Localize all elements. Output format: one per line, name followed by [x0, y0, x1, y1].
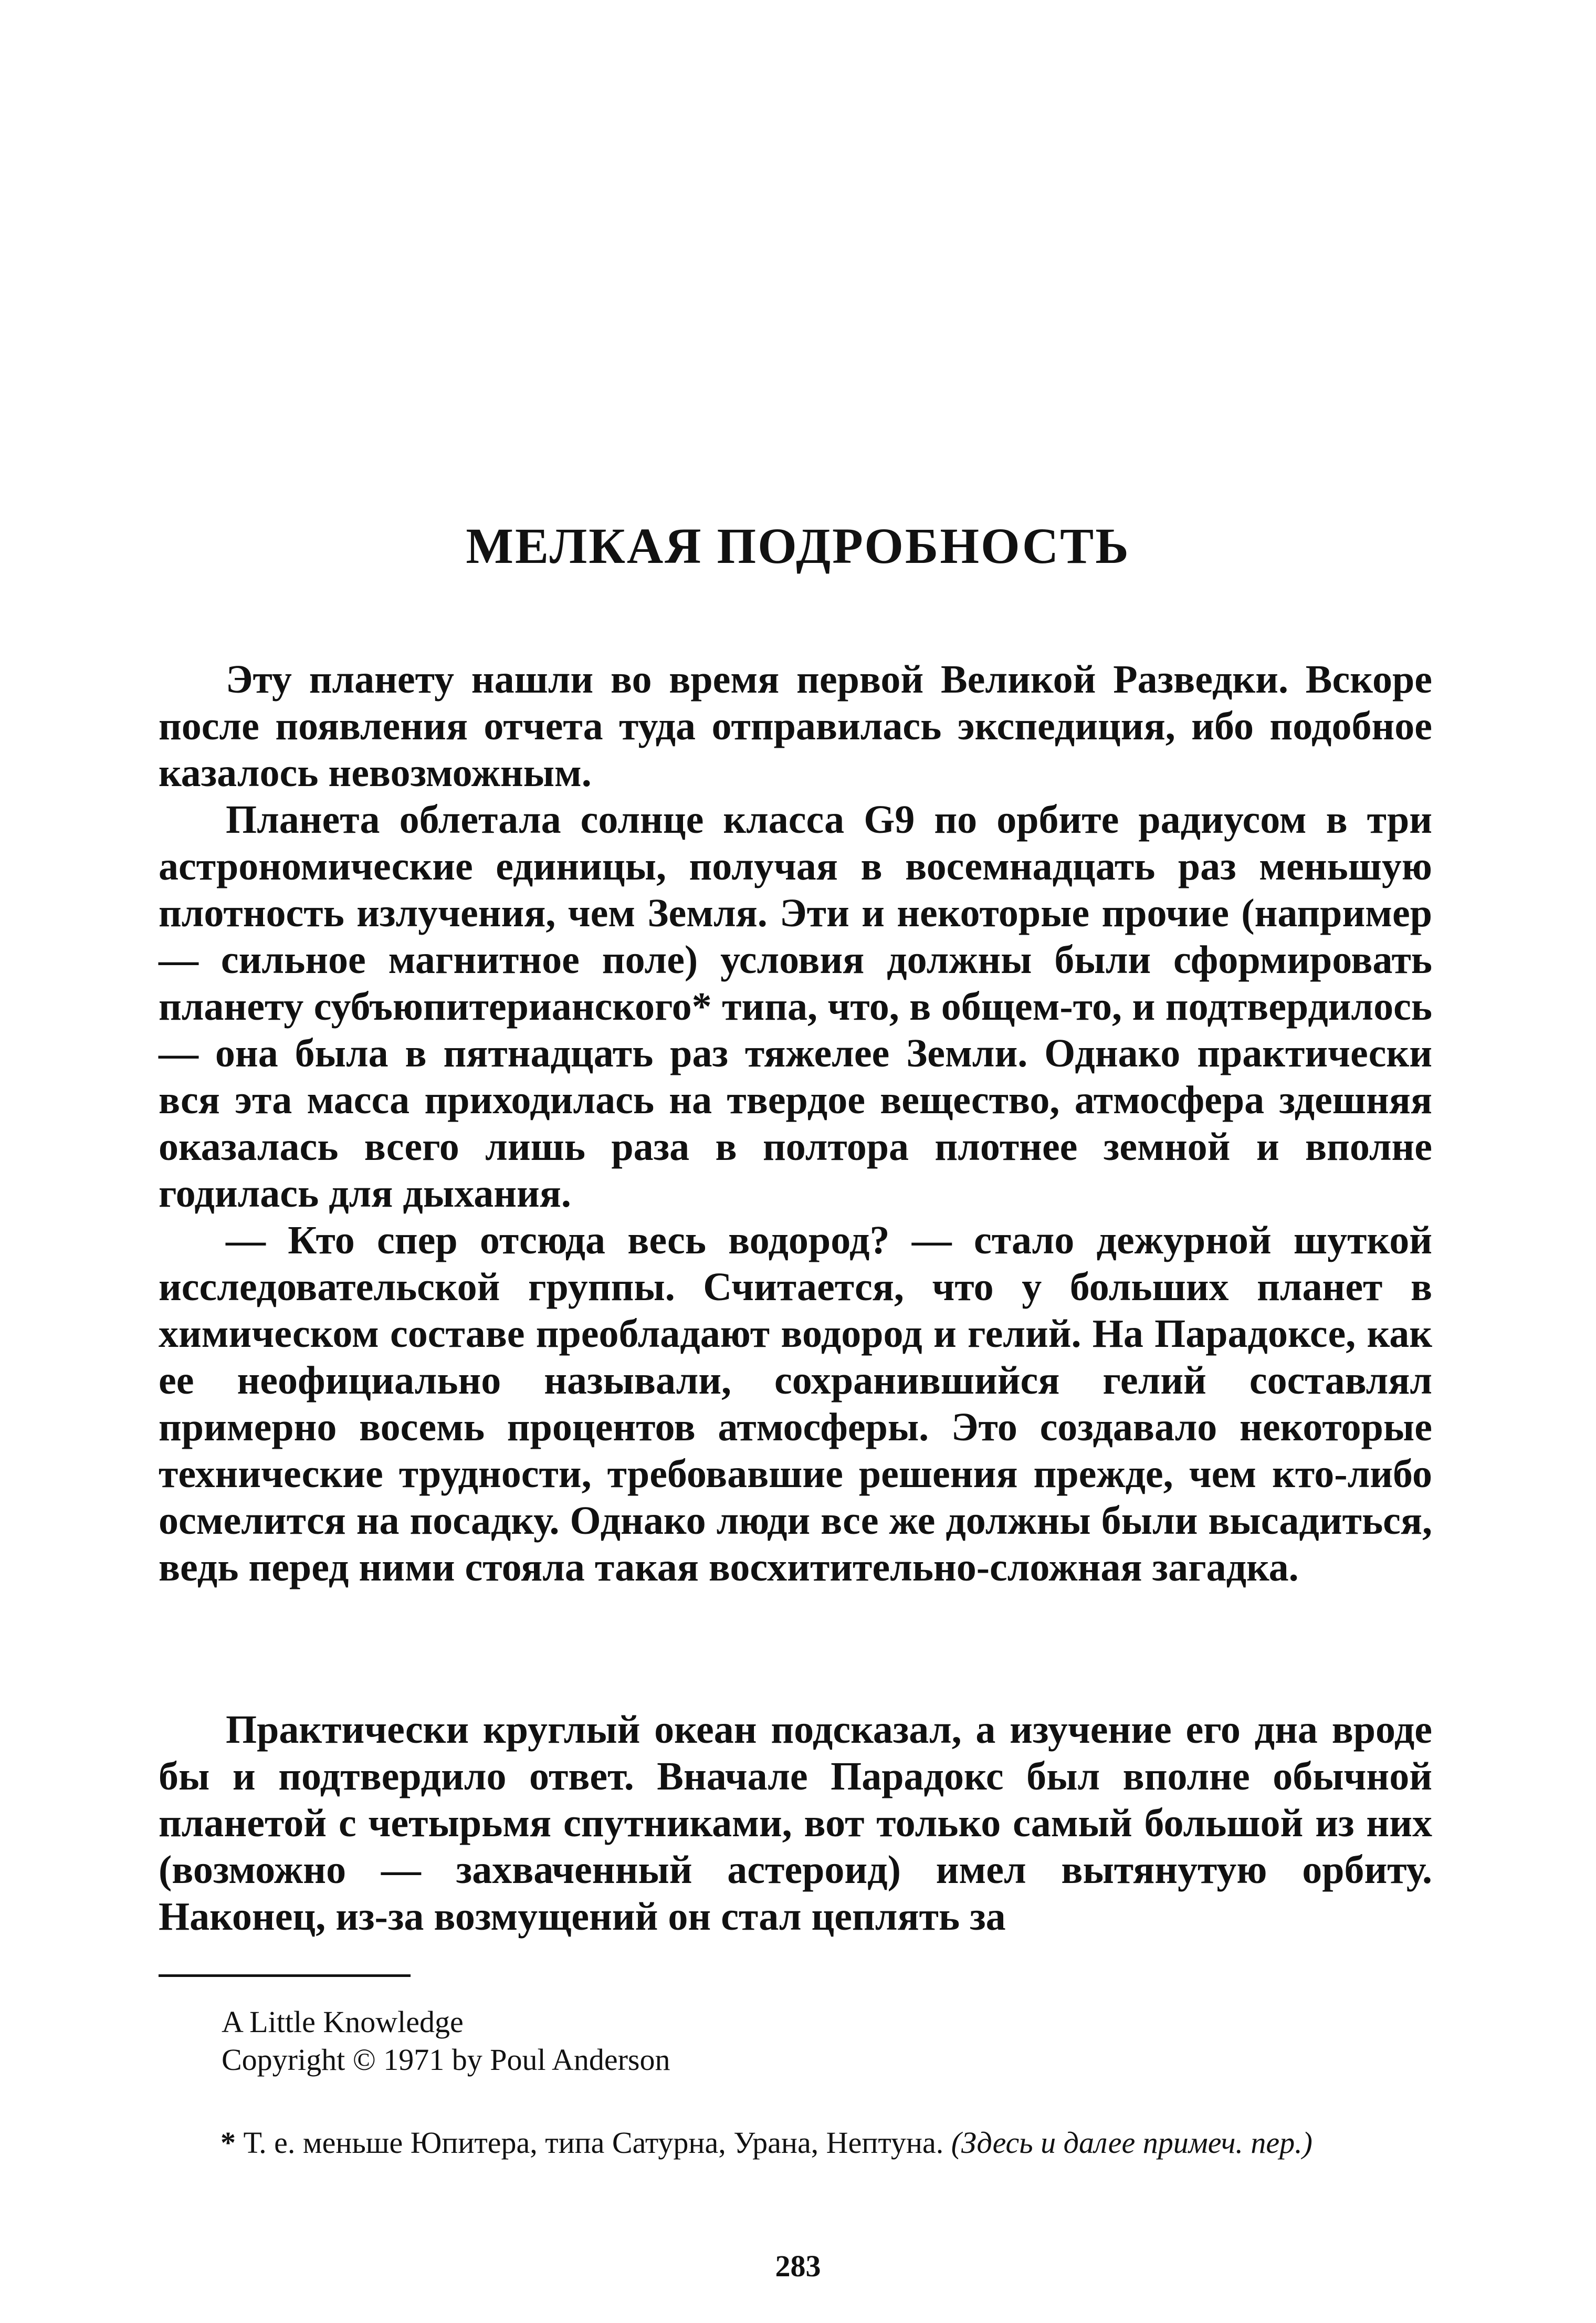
footnote-text: Т. е. меньше Юпитера, типа Сатурна, Урана, Нептуна. [236, 2126, 951, 2160]
paragraph: Планета облетала солнце класса G9 по орбите радиусом в три астрономические единицы, получая в восемнадцать раз меньшую плотность излучения, чем Земля. Эти и некоторые прочие (например — сильное магнитное поле) условия должны были сформировать планету субъюпитерианского* типа, что, в общем-то, и подтвердилось — она была в пятнадцать раз тяжелее Земли. Однако практически вся эта масса приходилась на твердое вещество, атмосфера здешняя оказалась всего лишь раза в полтора плотнее земной и вполне годилась для дыхания. [159, 798, 1432, 1216]
original-title: A Little Knowledge [222, 2005, 464, 2039]
copyright-line: Copyright © 1971 by Poul Anderson [222, 2043, 670, 2077]
story-section-2 [159, 1707, 1432, 1940]
paragraph: — Кто спер отсюда весь водород? — стало дежурной шуткой исследовательской группы. Считается, что у больших планет в химическом составе преобладают водород и гелий. На Парадоксе, как ее неофициально называли, сохранившийся гелий составлял примерно восемь процентов атмосферы. Это создавало некоторые технические трудности, требовавшие решения прежде, чем кто-либо осмелится на посадку. Однако люди все же должны были высадиться, ведь перед ними стояла такая восхитительно-сложная загадка. [159, 1218, 1432, 1589]
footnote [159, 2124, 1432, 2162]
copyright-credit [222, 2003, 670, 2079]
translator-note: (Здесь и далее примеч. пер.) [951, 2126, 1312, 2160]
story-title: МЕЛКАЯ ПОДРОБНОСТЬ [466, 518, 1130, 574]
footnote-marker: * [220, 2126, 236, 2160]
footnote-divider [159, 1974, 411, 1977]
paragraph: Эту планету нашли во время первой Великой Разведки. Вскоре после появления отчета туда отправилась экспедиция, ибо подобное казалось невозможным. [159, 657, 1432, 795]
page-number: 283 [775, 2249, 821, 2283]
story-section-1 [159, 656, 1432, 1591]
paragraph: Практически круглый океан подсказал, а изучение его дна вроде бы и подтвердило ответ. Вначале Парадокс был вполне обычной планетой с четырьмя спутниками, вот только самый большой из них (возможно — захваченный астероид) имел вытянутую орбиту. Наконец, из-за возмущений он стал цеплять за [159, 1708, 1432, 1939]
